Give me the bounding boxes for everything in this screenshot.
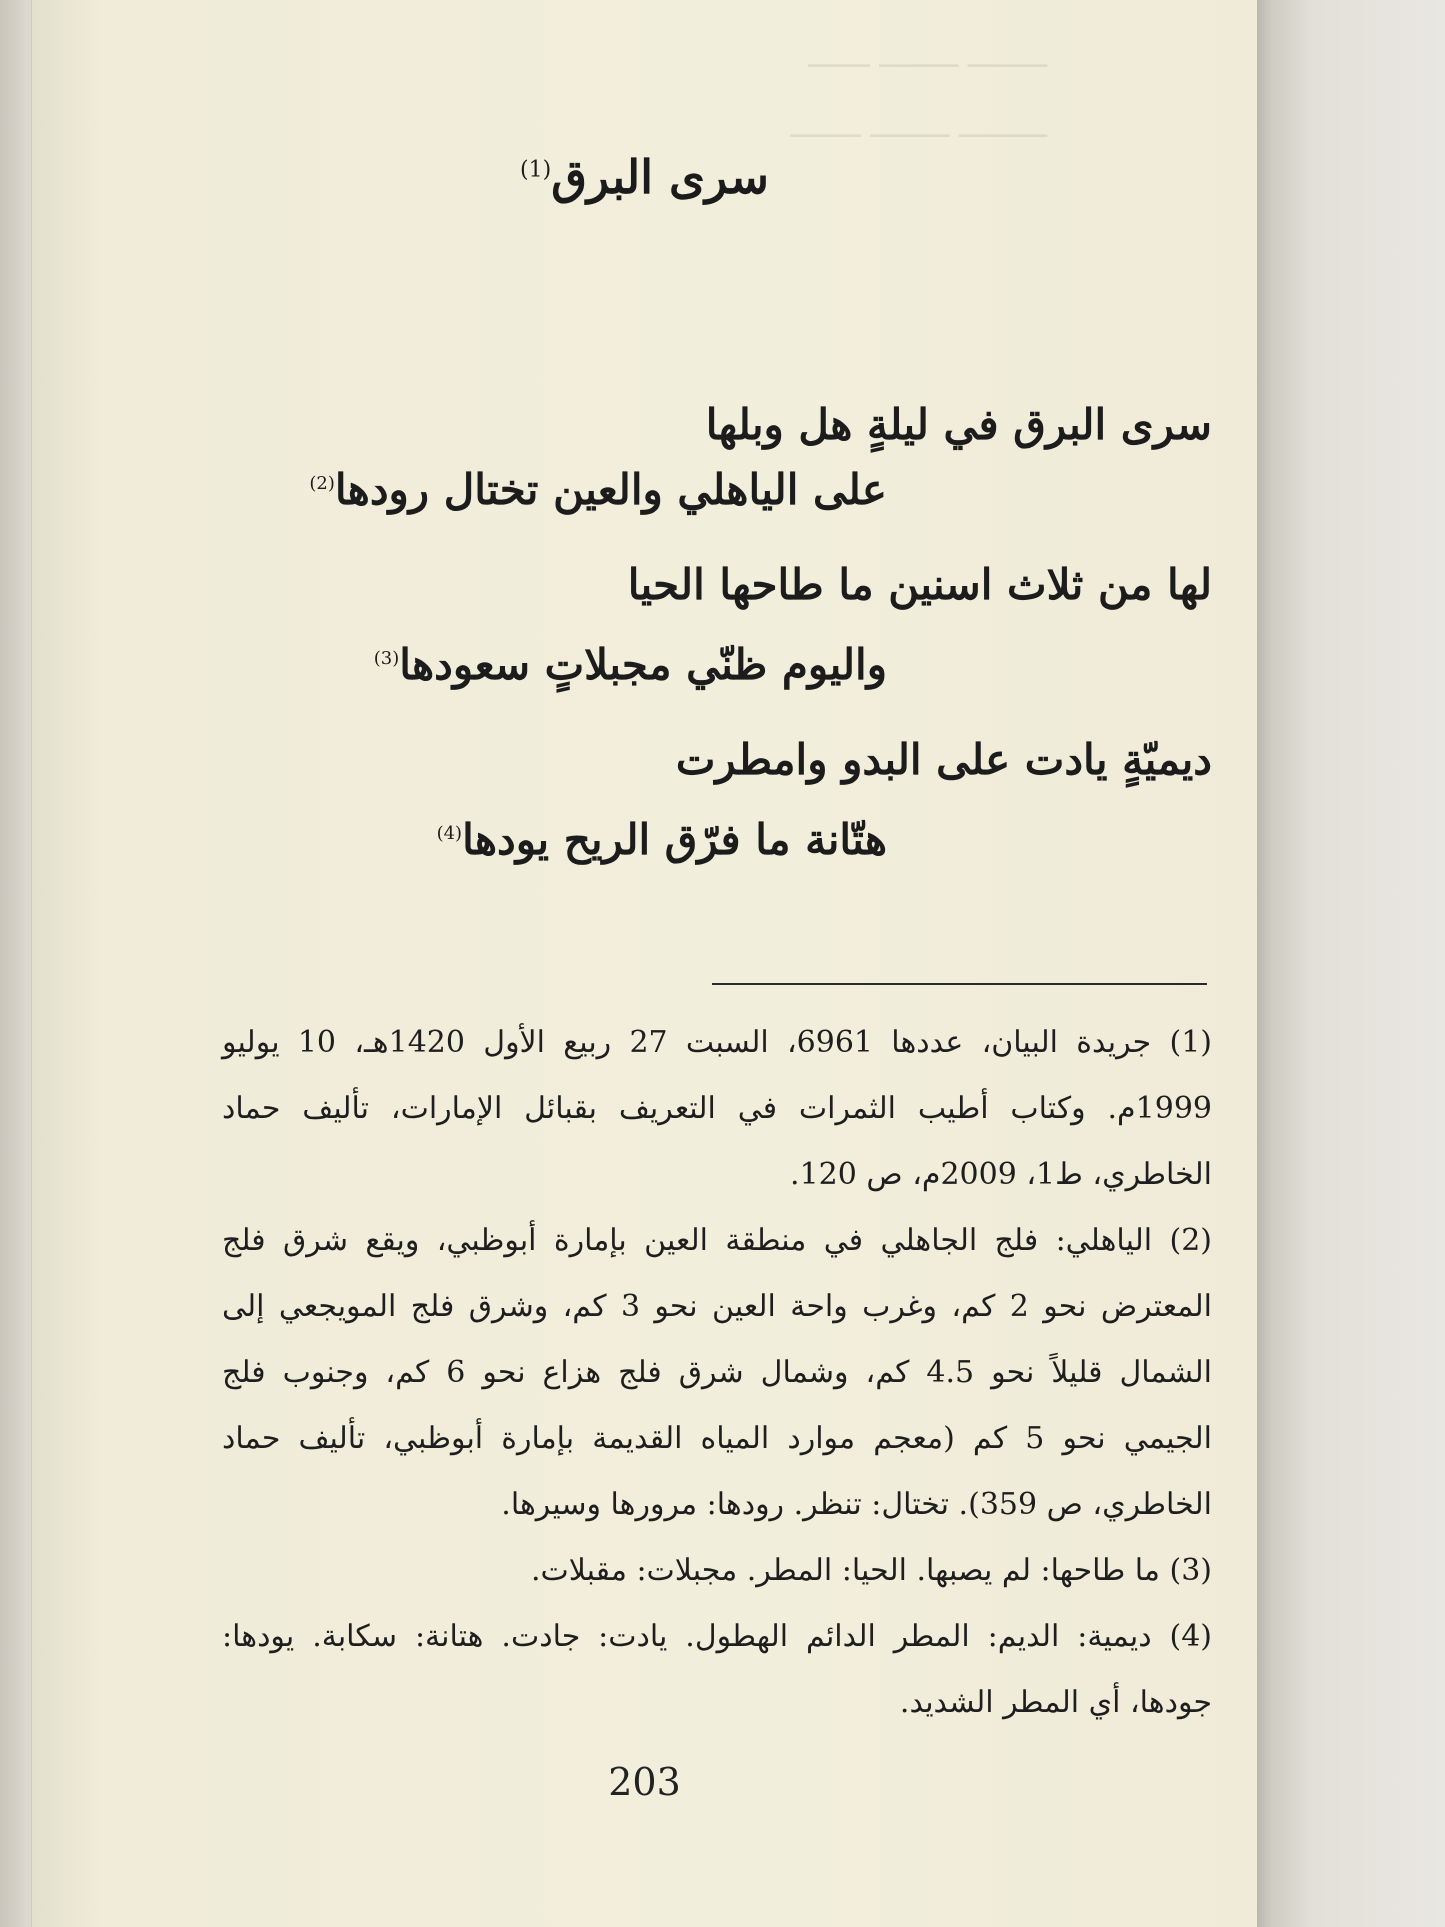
footnote-separator — [712, 983, 1207, 985]
verse-line-1 — [706, 400, 1212, 449]
verse-line-6 — [437, 815, 887, 864]
verse-text: هتّانة ما فرّق الريح يودها — [462, 815, 887, 864]
verse-footnote-marker: (2) — [309, 473, 335, 494]
verse-line-3 — [628, 560, 1212, 609]
verse-text: على الياهلي والعين تختال رودها — [334, 465, 887, 514]
footnote-1: (1) جريدة البيان، عددها 6961، السبت 27 ربيع الأول 1420هـ، 10 يوليو 1999م. وكتاب أطيب الثمرات في التعريف بقبائل الإمارات، تأليف حماد الخاطري، ط1، 2009م، ص 120. — [222, 1025, 1213, 1192]
book-page — [32, 0, 1257, 1927]
verse-text: سرى البرق في ليلةٍ هل وبلها — [705, 400, 1212, 449]
poem-title — [32, 150, 1257, 204]
page-number: 203 — [608, 1760, 681, 1804]
poem-title-text: سرى البرق — [551, 150, 769, 204]
verse-line-2 — [309, 465, 887, 514]
verse-line-4 — [374, 640, 887, 689]
show-through-text: ـــــــــ ـــــــــ ـــــــ — [808, 40, 1047, 75]
footnote-2: (2) الياهلي: فلج الجاهلي في منطقة العين بإمارة أبوظبي، ويقع شرق فلج المعترض نحو 2 كم، وغرب واحة العين نحو 3 كم، وشرق فلج المويجعي إلى الشمال قليلاً نحو 4.5 كم، وشمال شرق فلج هزاع نحو 6 كم، وجنوب فلج الجيمي نحو 5 كم (معجم موارد المياه القديمة بإمارة أبوظبي، تأليف حماد الخاطري، ص 359). تختال: تنظر. رودها: مرورها وسيرها. — [222, 1223, 1213, 1522]
verse-text: ديميّةٍ يادت على البدو وامطرت — [675, 735, 1212, 784]
book-spine-shadow — [0, 0, 32, 1927]
page-edge-background — [1257, 0, 1445, 1927]
verse-text: واليوم ظنّي مجبلاتٍ سعودها — [399, 640, 887, 689]
verse-text: لها من ثلاث اسنين ما طاحها الحيا — [627, 560, 1212, 609]
show-through-text: ــــــــــ ـــــــــ ــــــــ — [790, 110, 1047, 145]
footnote-3: (3) ما طاحها: لم يصبها. الحيا: المطر. مجبلات: مقبلات. — [530, 1553, 1212, 1588]
title-footnote-marker: (1) — [520, 157, 552, 183]
verse-footnote-marker: (4) — [436, 823, 463, 844]
verse-line-5 — [676, 735, 1212, 784]
footnote-4: (4) ديمية: الديم: المطر الدائم الهطول. يادت: جادت. هتانة: سكابة. يودها: جودها، أي المطر الشديد. — [222, 1619, 1212, 1720]
verse-footnote-marker: (3) — [373, 648, 400, 669]
